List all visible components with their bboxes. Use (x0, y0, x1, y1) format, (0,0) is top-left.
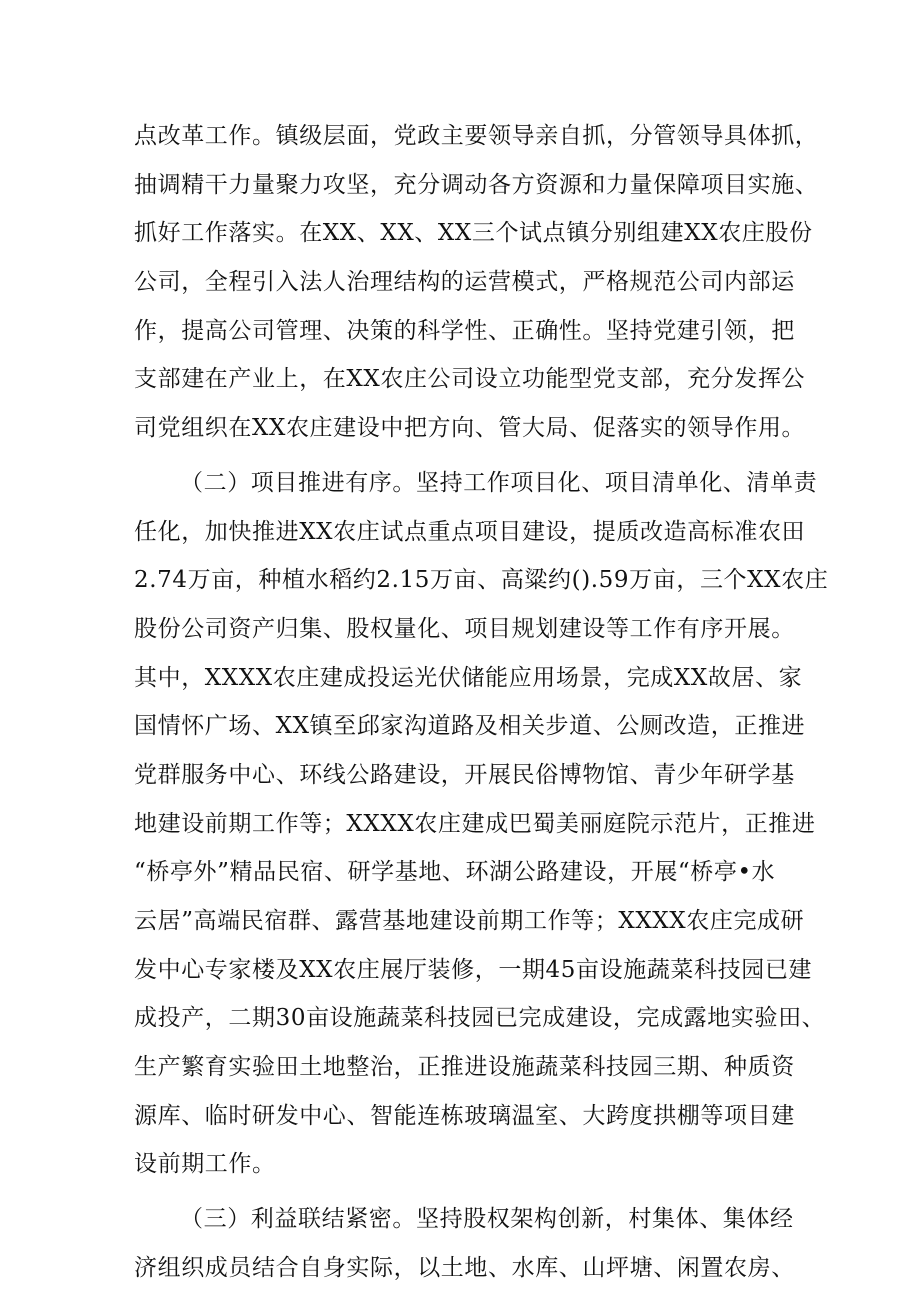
text-line: 公司，全程引入法人治理结构的运营模式，严格规范公司内部运 (134, 269, 795, 296)
text-line: 发中心专家楼及XX农庄展厅装修，一期45亩设施蔬菜科技园已建 (134, 956, 813, 983)
text-line: 地建设前期工作等；XXXX农庄建成巴蜀美丽庭院示范片，正推进 (134, 810, 816, 837)
paragraph-leadership (134, 112, 819, 453)
text-line: 司党组织在XX农庄建设中把方向、管大局、促落实的领导作用。 (134, 415, 806, 442)
text-line: 济组织成员结合自身实际，以土地、水库、山坪塘、闲置农房、 (134, 1254, 795, 1281)
text-line: 任化，加快推进XX农庄试点重点项目建设，提质改造高标准农田 (134, 518, 806, 545)
text-line: （二）项目推进有序。坚持工作项目化、项目清单化、清单责 (180, 469, 818, 496)
text-line: 点改革工作。镇级层面，党政主要领导亲自抓，分管领导具体抓， (134, 123, 819, 149)
text-line: “桥亭外”精品民宿、研学基地、环湖公路建设，开展“桥亭•水 (134, 859, 776, 886)
text-line: 生产繁育实验田土地整治，正推进设施蔬菜科技园三期、种质资 (134, 1054, 795, 1081)
text-line: 股份公司资产归集、股权量化、项目规划建设等工作有序开展。 (134, 615, 795, 642)
text-line: 2.74万亩，种植水稻约2.15万亩、高粱约().59万亩，三个XX农庄 (134, 567, 829, 594)
text-line: 国情怀广场、XX镇至邱家沟道路及相关步道、公厕改造，正推进 (134, 713, 806, 740)
text-line: 抓好工作落实。在XX、XX、XX三个试点镇分别组建XX农庄股份 (134, 220, 813, 247)
text-line: （三）利益联结紧密。坚持股权架构创新，村集体、集体经 (180, 1206, 794, 1233)
text-line: 成投产，二期30亩设施蔬菜科技园已完成建设，完成露地实验田、 (134, 1005, 826, 1032)
text-line: 其中，XXXX农庄建成投运光伏储能应用场景，完成XX故居、家 (134, 664, 803, 691)
document-body (134, 112, 829, 1293)
text-line: 党群服务中心、环线公路建设，开展民俗博物馆、青少年研学基 (134, 761, 795, 788)
text-line: 支部建在产业上，在XX农庄公司设立功能型党支部，充分发挥公 (134, 366, 806, 393)
text-line: 抽调精干力量聚力攻坚，充分调动各方资源和力量保障项目实施、 (134, 171, 819, 198)
text-line: 设前期工作。 (134, 1151, 276, 1178)
paragraph-benefit-linkage (134, 1195, 794, 1292)
text-line: 云居”高端民宿群、露营基地建设前期工作等；XXXX农庄完成研 (134, 908, 805, 934)
text-line: 作，提高公司管理、决策的科学性、正确性。坚持党建引领，把 (134, 317, 795, 344)
paragraph-project-progress (134, 459, 829, 1189)
text-line: 源库、临时研发中心、智能连栋玻璃温室、大跨度拱棚等项目建 (134, 1102, 795, 1129)
